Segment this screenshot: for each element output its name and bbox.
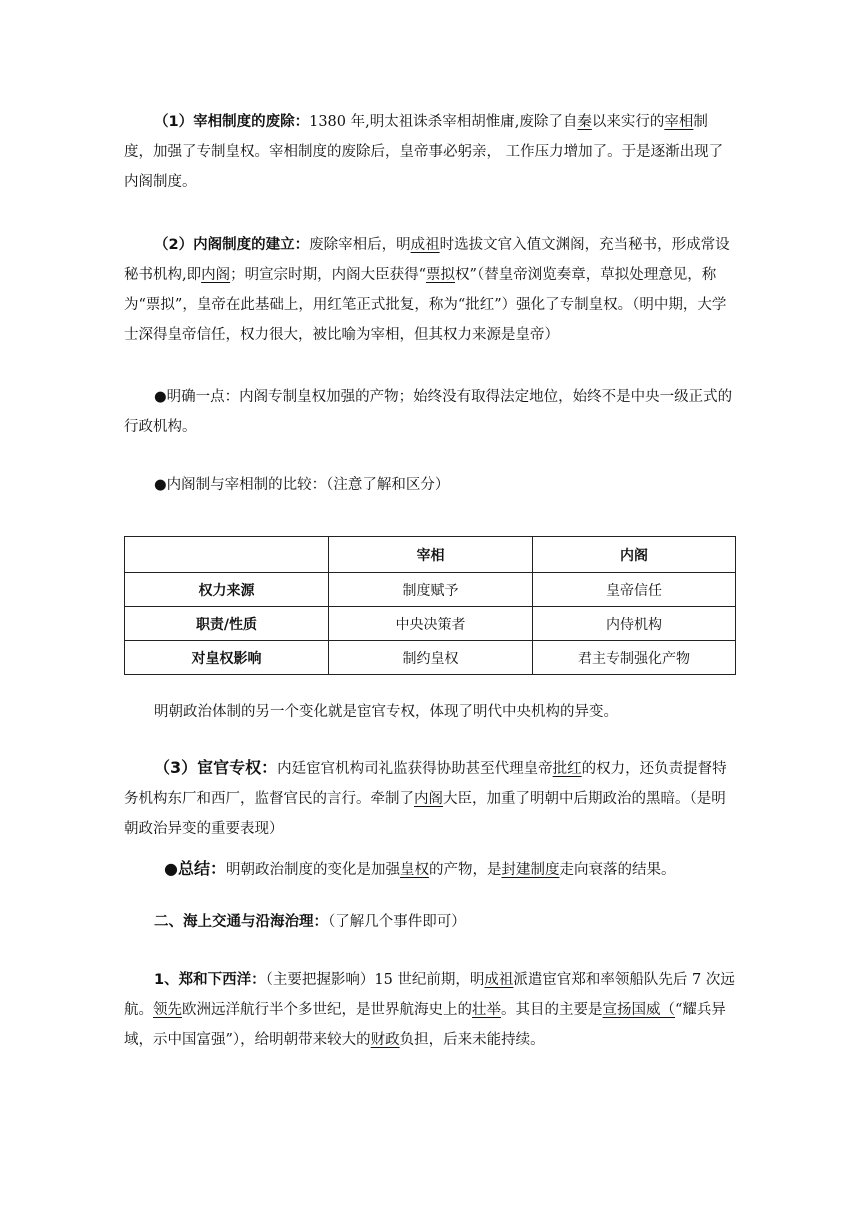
bullet: ● [164, 859, 178, 878]
table-row [125, 573, 736, 607]
part-two-heading: 二、海上交通与沿海治理：（了解几个事件即可） [154, 914, 466, 930]
table-row-header: 权力来源 [125, 573, 329, 607]
table-row [125, 607, 736, 641]
table-row-header: 职责/性质 [125, 607, 329, 641]
section-abolition-of-chancellor: （1）宰相制度的废除：1380 年,明太祖诛杀宰相胡惟庸,废除了自秦以来实行的宰相制度，加强了专制皇权。宰相制度的废除后，皇帝事必躬亲， 工作压力增加了。于是逐渐出现了内阁制度。 [124, 114, 724, 190]
section-heading: （2）内阁制度的建立： [154, 237, 310, 253]
table-cell: 内侍机构 [533, 607, 736, 641]
section-cabinet-establishment: （2）内阁制度的建立：废除宰相后，明成祖时选拔文官入值文渊阁，充当秘书，形成常设秘书机构,即内阁；明宣宗时期，内阁大臣获得“票拟权”（替皇帝浏览奏章，草拟处理意见，称为“票拟”，皇帝在此基础上，用红笔正式批复，称为“批红”）强化了专制皇权。（明中期，大学士深得皇帝信任，权力很大，被比喻为宰相，但其权力来源是皇帝） [124, 237, 730, 343]
table-cell: 皇帝信任 [533, 573, 736, 607]
table-header-row [125, 537, 736, 573]
table-cell: 制约皇权 [329, 641, 533, 675]
section-heading: （1）宰相制度的废除： [154, 114, 310, 130]
table-row [125, 641, 736, 675]
section-heading: （3）宦官专权： [154, 758, 278, 777]
section-eunuch-power: （3）宦官专权：内廷宦官机构司礼监获得协助甚至代理皇帝批红的权力，还负责提督特务机构东厂和西厂，监督官民的言行。牵制了内阁大臣，加重了明朝中后期政治的黑暗。（是明朝政治异变的重要表现） [124, 758, 727, 837]
note-comparison: ●内阁制与宰相制的比较：（注意了解和区分） [154, 477, 450, 493]
section-zhenghe-voyages: 1、郑和下西洋：（主要把握影响）15 世纪前期，明成祖派遣宦官郑和率领船队先后 7 次远航。领先欧洲远洋航行半个多世纪，是世界航海史上的壮举。其目的主要是宣扬国威（“耀兵异域，示中国富强”），给明朝带来较大的财政负担，后来未能持续。 [124, 972, 735, 1048]
table-header-cell [125, 537, 329, 573]
summary-heading: 总结： [177, 859, 226, 878]
table-cell: 中央决策者 [329, 607, 533, 641]
table-header-cell: 内阁 [533, 537, 736, 573]
table-header-cell: 宰相 [329, 537, 533, 573]
table-cell: 君主专制强化产物 [533, 641, 736, 675]
table-row-header: 对皇权影响 [125, 641, 329, 675]
note-cabinet-status: ●明确一点：内阁专制皇权加强的产物；始终没有取得法定地位，始终不是中央一级正式的行政机构。 [124, 389, 733, 435]
summary-line: ●总结：明朝政治制度的变化是加强皇权的产物，是封建制度走向衰落的结果。 [164, 859, 676, 878]
paragraph-political-change: 明朝政治体制的另一个变化就是宦官专权，体现了明代中央机构的异变。 [154, 704, 618, 720]
comparison-table [124, 536, 736, 675]
table-cell: 制度赋予 [329, 573, 533, 607]
section-heading: 1、郑和下西洋： [154, 972, 266, 988]
